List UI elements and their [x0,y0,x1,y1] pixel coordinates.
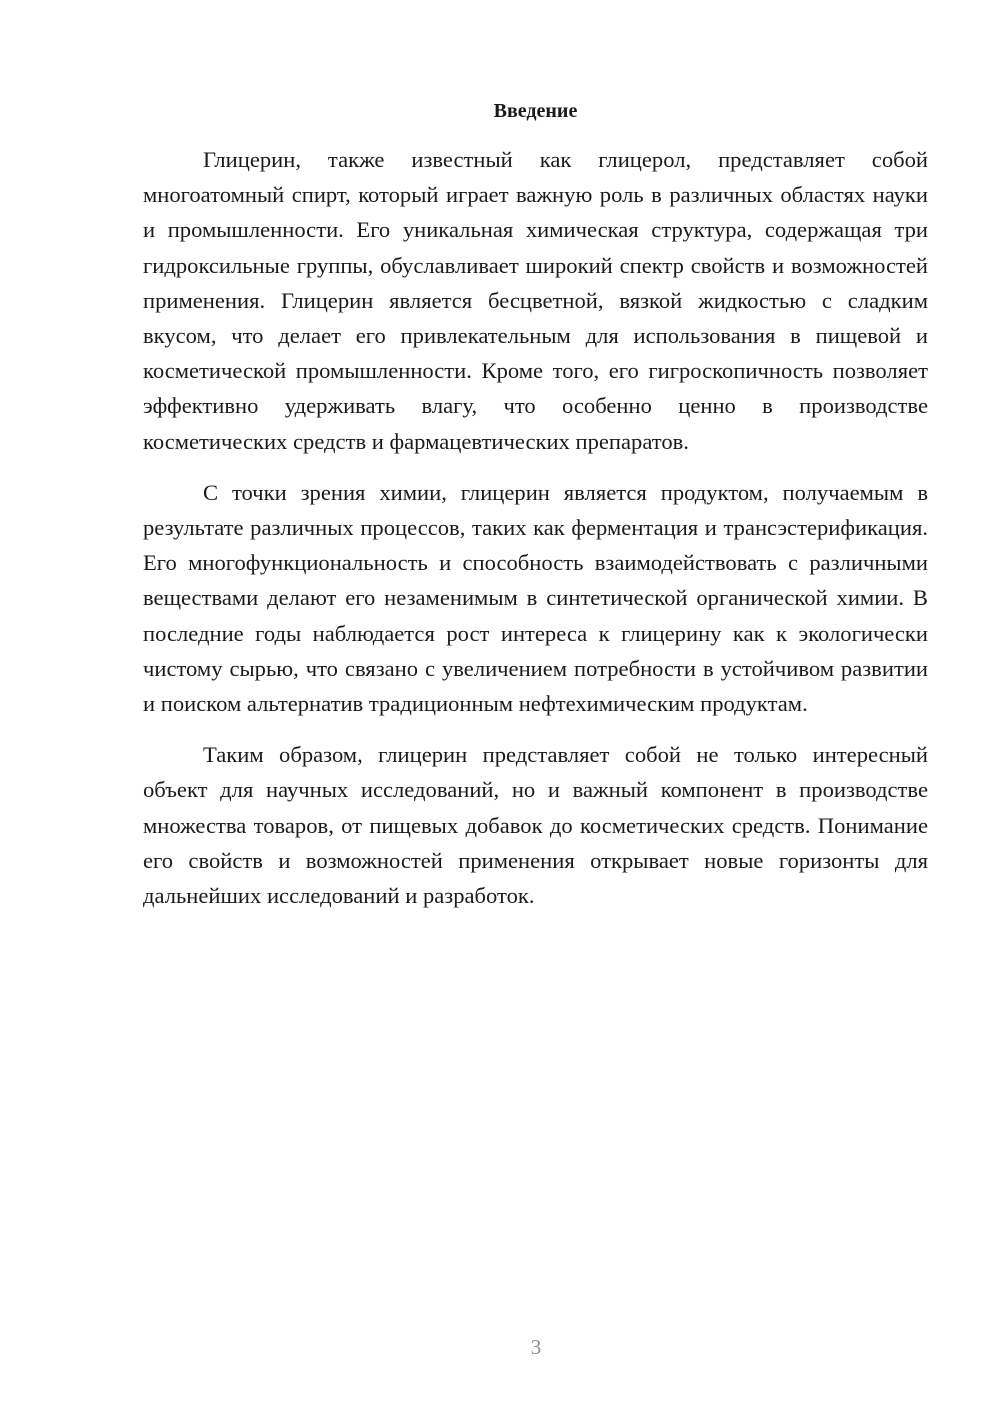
paragraph-3: Таким образом, глицерин представляет собой не только интересный объект для научных исследований, но и важный компонент в производстве множества товаров, от пищевых добавок до косметических средств. Понимание его свойств и возможностей применения открывает новые горизонты для дальнейших исследований и разработок. [143,742,928,909]
page-number: 3 [530,1335,542,1359]
body-text [143,142,928,929]
paragraph-1: Глицерин, также известный как глицерол, представляет собой многоатомный спирт, который играет важную роль в различных областях науки и промышленности. Его уникальная химическая структура, содержащая три гидроксильные группы, обуславливает широкий спектр свойств и возможностей применения. Глицерин является бесцветной, вязкой жидкостью с сладким вкусом, что делает его привлекательным для использования в пищевой и косметической промышленности. Кроме того, его гигроскопичность позволяет эффективно удерживать влагу, что особенно ценно в производстве косметических средств и фармацевтических препаратов. [143,147,928,454]
paragraph-2: С точки зрения химии, глицерин является продуктом, получаемым в результате различных процессов, таких как ферментация и трансэстерификация. Его многофункциональность и способность взаимодействовать с различными веществами делают его незаменимым в синтетической органической химии. В последние годы наблюдается рост интереса к глицерину как к экологически чистому сырью, что связано с увеличением потребности в устойчивом развитии и поиском альтернатив традиционным нефтехимическим продуктам. [143,479,928,717]
section-heading: Введение [493,100,578,122]
